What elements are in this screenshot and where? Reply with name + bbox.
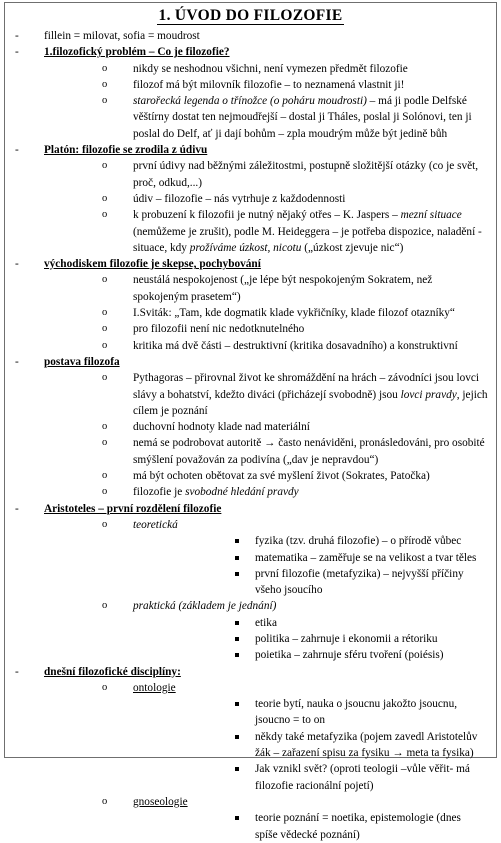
sub-item xyxy=(44,207,496,256)
text-run: svobodné hledání pravdy xyxy=(185,486,299,499)
text-run: matematika – zaměřuje se na velikost a tvar těles xyxy=(255,551,477,564)
dash-bullet: - xyxy=(15,355,19,368)
square-bullet xyxy=(235,702,239,706)
sub-sub-list xyxy=(133,810,490,843)
text-run: kritika má dvě části – destruktivní (kritika dosavadního) a konstruktivní xyxy=(133,339,458,352)
sub-sub-item xyxy=(133,615,490,631)
sub-item xyxy=(44,435,496,468)
text-run: ontologie xyxy=(133,681,176,694)
sub-sub-list xyxy=(133,615,490,664)
text-run: teorie poznání = noetika, epistemologie (dnes spíše vědecké poznání) xyxy=(255,812,461,841)
dash-bullet: - xyxy=(15,665,19,678)
text-run: filozof má být milovník filozofie – to neznamená vlastnit ji! xyxy=(133,78,405,91)
sub-sub-item xyxy=(133,696,490,729)
square-bullet xyxy=(235,556,239,560)
outline-item xyxy=(5,501,496,664)
text-run: nemá se podrobovat autoritě → často nenáviděni, pronásledováni, pro osobité smýšlení považován za podivína („dav je nepravdou“) xyxy=(133,437,485,466)
square-bullet xyxy=(235,653,239,657)
text-run: („úzkost zjevuje nic“) xyxy=(301,241,404,254)
circle-bullet: o xyxy=(102,192,108,204)
page-title-text: 1. ÚVOD DO FILOZOFIE xyxy=(158,7,343,24)
circle-bullet: o xyxy=(102,518,108,530)
sub-list xyxy=(44,61,496,142)
dash-bullet: - xyxy=(15,46,19,59)
text-run: politika – zahrnuje i ekonomii a rétoriku xyxy=(255,632,438,645)
sub-sub-list xyxy=(133,696,490,794)
section-heading: 1.filozofický problém – Co je filozofie? xyxy=(44,46,230,59)
text-run: praktická (základem je jednání) xyxy=(133,600,277,613)
sub-list xyxy=(44,370,496,500)
sub-item xyxy=(44,370,496,419)
section-heading: východiskem filozofie je skepse, pochybování xyxy=(44,258,261,271)
outline-item xyxy=(5,256,496,354)
text-run: Pythagoras – přirovnal život ke shromáždění na hrách – závodníci jsou lovci slávy a bohatství, kdežto diváci (přicházejí svobodně) jsou xyxy=(133,372,480,401)
text-run: pro filozofii není nic nedotknutelného xyxy=(133,323,305,336)
sub-sub-item xyxy=(133,761,490,794)
section-heading: Platón: filozofie se zrodila z údivu xyxy=(44,144,208,157)
sub-item xyxy=(44,191,496,207)
sub-item xyxy=(44,61,496,77)
text-run: mezní situace xyxy=(400,209,462,222)
circle-bullet: o xyxy=(102,209,108,221)
text-run: lovci pravdy xyxy=(400,388,457,401)
outline-item xyxy=(5,28,496,44)
sub-item xyxy=(44,338,496,354)
outline-item xyxy=(5,354,496,501)
dash-bullet: - xyxy=(15,144,19,157)
sub-item xyxy=(44,272,496,305)
document-page xyxy=(4,2,497,841)
square-bullet xyxy=(235,572,239,576)
circle-bullet: o xyxy=(102,323,108,335)
sub-list xyxy=(44,517,496,664)
text-run: první údivy nad běžnými záležitostmi, postupně složitější otázky (co je svět, proč, odkud,...) xyxy=(133,160,479,189)
text-run: teorie bytí, nauka o jsoucnu jakožto jsoucnu, jsoucno = to on xyxy=(255,698,458,727)
text-run: k probuzení k filozofii je nutný nějaký otřes – K. Jaspers – xyxy=(133,209,401,222)
circle-bullet: o xyxy=(102,486,108,498)
circle-bullet: o xyxy=(102,160,108,172)
sub-item xyxy=(44,93,496,142)
text-run: fyzika (tzv. druhá filozofie) – o přírodě vůbec xyxy=(255,535,462,548)
text-run: nikdy se neshodnou všichni, není vymezen předmět filozofie xyxy=(133,62,408,75)
sub-sub-item xyxy=(133,810,490,843)
text-run: neustálá nespokojenost („je lépe být nespokojeným Sokratem, než spokojeným prasetem“) xyxy=(133,274,433,303)
text-run: gnoseologie xyxy=(133,795,188,808)
sub-list xyxy=(44,680,496,843)
square-bullet xyxy=(235,767,239,771)
outline-item xyxy=(5,664,496,843)
sub-item xyxy=(44,680,496,794)
circle-bullet: o xyxy=(102,307,108,319)
text-run: poietika – zahrnuje sféru tvoření (poiésis) xyxy=(255,649,444,662)
sub-item xyxy=(44,419,496,435)
sub-sub-item xyxy=(133,631,490,647)
circle-bullet: o xyxy=(102,437,108,449)
sub-item xyxy=(44,158,496,191)
text-run: etika xyxy=(255,616,277,629)
text-run: má být ochoten obětovat za své myšlení život (Sokrates, Patočka) xyxy=(133,470,430,483)
sub-sub-list xyxy=(133,533,490,598)
page-title xyxy=(5,6,496,28)
section-heading: postava filozofa xyxy=(44,355,120,368)
sub-item xyxy=(44,484,496,500)
sub-sub-item xyxy=(133,647,490,663)
circle-bullet: o xyxy=(102,421,108,433)
sub-list xyxy=(44,272,496,353)
text-run: někdy také metafyzika (pojem zavedl Aristotelův žák – zařazení spisu za fysiku → meta ta fysika) xyxy=(255,730,478,760)
sub-sub-item xyxy=(133,729,490,762)
square-bullet xyxy=(235,637,239,641)
text-run: první filozofie (metafyzika) – nejvyšší příčiny všeho jsoucího xyxy=(255,567,464,597)
circle-bullet: o xyxy=(102,470,108,482)
section-heading: dnešní filozofické disciplíny: xyxy=(44,665,181,678)
text-run: – má ji podle Delfské věštírny dostat ten nejmoudřejší – dostal ji Tháles, poslal ji Solónovi, ten ji poslal do Delf, ať ji dají bohům – zpla moudrým může být jedině bůh xyxy=(133,95,472,140)
circle-bullet: o xyxy=(102,95,108,107)
outline-item xyxy=(5,44,496,142)
sub-sub-item xyxy=(133,533,490,549)
text-run: I.Sviták: „Tam, kde dogmatik klade vykřičníky, klade filozof otazníky“ xyxy=(133,307,455,320)
circle-bullet: o xyxy=(102,339,108,351)
text-run: prožíváme úzkost, nicotu xyxy=(189,241,302,254)
circle-bullet: o xyxy=(102,78,108,90)
square-bullet xyxy=(235,621,239,625)
outline-item xyxy=(5,142,496,256)
circle-bullet: o xyxy=(102,795,108,807)
sub-item xyxy=(44,305,496,321)
dash-bullet: - xyxy=(15,30,19,42)
dash-bullet: - xyxy=(15,502,19,515)
sub-list xyxy=(44,158,496,256)
sub-item xyxy=(44,77,496,93)
circle-bullet: o xyxy=(102,372,108,384)
dash-bullet: - xyxy=(15,258,19,271)
text-run: duchovní hodnoty klade nad materiální xyxy=(133,421,310,434)
sub-sub-item xyxy=(133,550,490,566)
text-run: teoretická xyxy=(133,518,178,531)
square-bullet xyxy=(235,539,239,543)
sub-sub-item xyxy=(133,566,490,599)
circle-bullet: o xyxy=(102,681,108,693)
circle-bullet: o xyxy=(102,274,108,286)
sub-item xyxy=(44,517,496,598)
circle-bullet: o xyxy=(102,600,108,612)
text-run: starořecká legenda o třínožce (o poháru moudrosti) xyxy=(133,95,367,108)
sub-item xyxy=(44,794,496,843)
square-bullet xyxy=(235,735,239,739)
text-run: údiv – filozofie – nás vytrhuje z každodennosti xyxy=(133,192,346,205)
sub-item xyxy=(44,468,496,484)
square-bullet xyxy=(235,816,239,820)
text-run: Jak vznikl svět? (oproti teologii –vůle věřit- má filozofie racionální pojetí) xyxy=(255,763,470,792)
text-run: (nemůžeme je zrušit), podle M. Heideggera – je potřeba dispozice, naladění - situace, kdy xyxy=(133,225,482,254)
text-run: , jejich cílem je poznání xyxy=(133,388,488,417)
circle-bullet: o xyxy=(102,62,108,74)
sub-item xyxy=(44,598,496,663)
sub-item xyxy=(44,321,496,337)
text-run: filozofie je xyxy=(133,486,186,499)
text-run: fillein = milovat, sofia = moudrost xyxy=(44,30,200,42)
section-heading: Aristoteles – první rozdělení filozofie xyxy=(44,502,222,515)
outline-list xyxy=(5,28,496,843)
